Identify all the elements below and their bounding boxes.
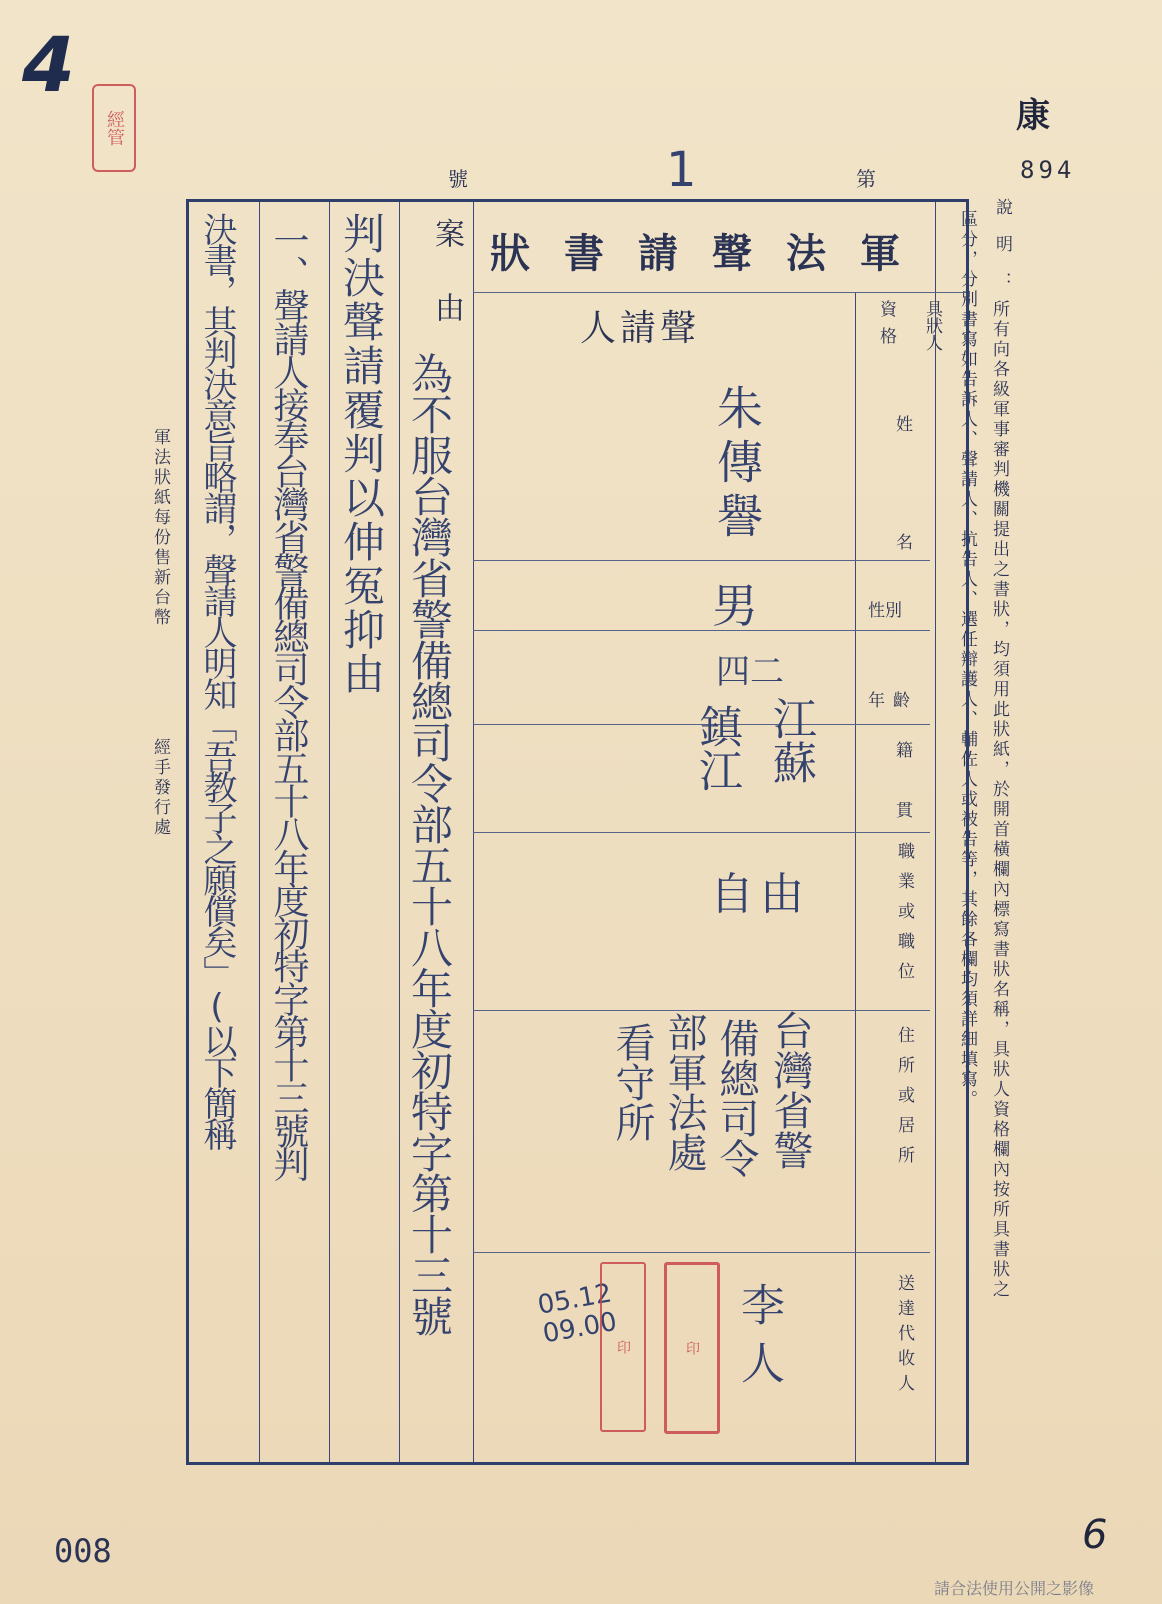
body-col-2: 判決聲請覆判以伸冤抑由 xyxy=(337,212,386,696)
field-native: 籍 xyxy=(896,741,913,761)
role-label: 聲請人 xyxy=(580,308,701,349)
rule xyxy=(473,292,966,293)
top-seal-text: 經管 xyxy=(104,110,125,146)
field-agent: 送達代收人 xyxy=(894,1274,914,1399)
applicant-sex: 男 xyxy=(712,579,758,633)
rule xyxy=(329,202,330,1462)
form-title: 軍法聲請書狀 xyxy=(490,230,934,277)
handwritten-number: 1 xyxy=(666,142,697,198)
watermark-text: 請合法使用公開之影像 xyxy=(934,1579,1095,1598)
field-age: 年齡 xyxy=(868,691,918,711)
residence-line-4: 看守所 xyxy=(609,1022,655,1142)
top-seal-stamp xyxy=(92,84,136,172)
field-xing: 姓 xyxy=(896,415,913,435)
red-seal-small xyxy=(600,1262,646,1432)
juzhuangren-label: 具狀人 xyxy=(922,300,942,351)
red-seal-large-text: 印 xyxy=(684,1341,700,1355)
residence-line-2: 備總司令 xyxy=(713,1018,759,1178)
applicant-native-1: 江蘇 xyxy=(765,696,816,784)
zige-label: 資格 xyxy=(876,300,896,354)
applicant-age: 四二 xyxy=(716,652,784,692)
body-col-1: 為不服台灣省警備總司令部五十八年度初特字第十三號 xyxy=(405,352,454,1336)
rule xyxy=(473,1252,930,1253)
field-sex: 性別 xyxy=(868,601,902,621)
field-residence: 住所或居所 xyxy=(894,1026,914,1176)
body-col-3: 一、聲請人接奉台灣省警備總司令部五十八年度初特字第十三號判 xyxy=(268,222,309,1179)
hao-label: 號 xyxy=(448,167,468,191)
field-native-2: 貫 xyxy=(896,801,913,821)
price-note: 軍法狀紙每份售新台幣 xyxy=(150,428,170,628)
rule xyxy=(473,832,930,833)
rule xyxy=(399,202,400,1462)
agent-name: 李人 xyxy=(733,1282,784,1398)
red-seal-small-text: 印 xyxy=(615,1340,631,1354)
applicant-native-2: 鎮江 xyxy=(691,704,742,792)
applicant-name: 朱傳譽 xyxy=(710,384,764,546)
serial-number: 894 xyxy=(1020,156,1076,184)
rule xyxy=(473,1010,930,1011)
kanji-top-right: 康 xyxy=(1016,96,1050,136)
body-col-4: 決書，其判決意旨略謂，聲請人明知「吾教子之願償矣」(以下簡稱 xyxy=(197,212,237,1148)
field-occupation: 職業或職位 xyxy=(894,842,914,992)
bottom-right-number: 6 xyxy=(1082,1512,1108,1558)
corner-number: 4 xyxy=(22,20,75,109)
applicant-occupation: 自由 xyxy=(710,869,810,920)
residence-line-1: 台灣省警 xyxy=(767,1010,813,1170)
note-text-1: 所有向各級軍事審判機關提出之書狀，均須用此狀紙，於開首橫欄內標寫書狀名稱，具狀人資格欄內按所具書狀之 xyxy=(989,300,1009,1300)
rule xyxy=(855,292,856,1462)
rule xyxy=(473,560,930,561)
rule xyxy=(259,202,260,1462)
field-ming: 名 xyxy=(896,533,913,553)
bottom-left-number: 008 xyxy=(54,1532,112,1570)
note-heading: 說明： xyxy=(992,198,1012,309)
case-label: 案由 xyxy=(429,218,464,366)
residence-line-3: 部軍法處 xyxy=(661,1012,707,1172)
di-label: 第 xyxy=(856,167,876,191)
date-note: 05.12 09.00 xyxy=(535,1278,620,1349)
issuer-note: 經手發行處 xyxy=(150,738,170,838)
red-seal-large xyxy=(664,1262,720,1434)
rule xyxy=(935,202,936,1462)
note-text-2: 區分，分別書寫如告訴人、聲請人、抗告人、選任辯護人、輔佐人或被告等，其餘各欄均須詳細填寫。 xyxy=(957,210,977,1110)
rule xyxy=(473,630,930,631)
